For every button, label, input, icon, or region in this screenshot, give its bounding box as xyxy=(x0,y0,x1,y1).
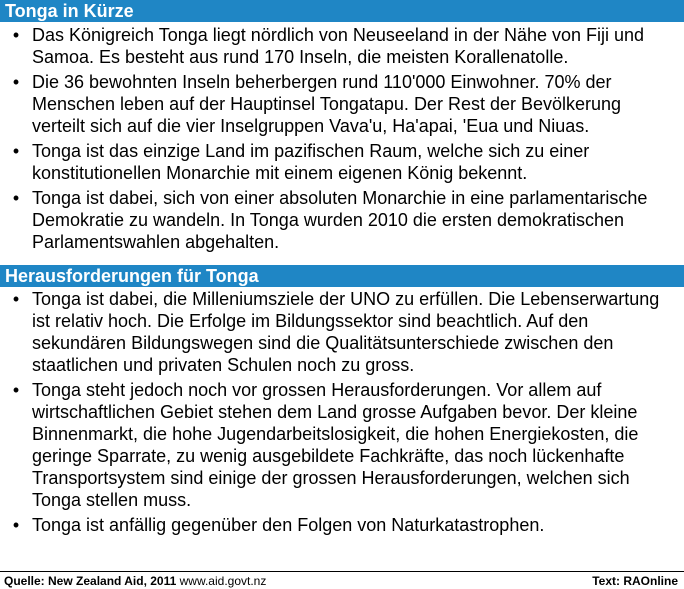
list-item-text: Tonga ist dabei, sich von einer absoluten Monarchie in eine parlamentarische Demokratie zu wandeln. In Tonga wurden 2010 die ersten demokratischen Parlamentswahlen abgehalten. xyxy=(32,188,648,252)
overview-list xyxy=(0,24,684,256)
list-item xyxy=(0,24,684,68)
list-item xyxy=(0,140,684,184)
bullet-icon: • xyxy=(12,515,20,535)
bullet-icon: • xyxy=(12,25,20,45)
challenges-list xyxy=(0,288,684,539)
bullet-icon: • xyxy=(12,141,20,161)
list-item-text: Tonga ist anfällig gegenüber den Folgen von Naturkatastrophen. xyxy=(32,515,545,535)
bullet-icon: • xyxy=(12,72,20,92)
text-credit-label: Text: RAOnline xyxy=(592,574,678,588)
bullet-icon: • xyxy=(12,188,20,208)
bullet-icon: • xyxy=(12,380,20,400)
list-item xyxy=(0,71,684,137)
list-item-text: Die 36 bewohnten Inseln beherbergen rund 110'000 Einwohner. 70% der Menschen leben auf der Hauptinsel Tongatapu. Der Rest der Bevölkerung verteilt sich auf die vier Inselgruppen Vava'u, Ha'apai, 'Eua und Niuas. xyxy=(32,72,622,136)
footer-source xyxy=(4,573,266,589)
footer xyxy=(0,573,684,589)
list-item-text: Tonga ist das einzige Land im pazifischen Raum, welche sich zu einer konstitutionellen Monarchie mit einem eigenen König bekennt. xyxy=(32,141,590,183)
section-title-tonga-overview: Tonga in Kürze xyxy=(0,0,684,22)
list-item xyxy=(0,514,684,536)
list-item xyxy=(0,288,684,376)
list-item-text: Tonga steht jedoch noch vor grossen Herausforderungen. Vor allem auf wirtschaftlichen Gebiet stehen dem Land grosse Aufgaben bevor. Der kleine Binnenmarkt, die hohe Jugendarbeitslosigkeit, die hohen Energiekosten, die geringe Sparrate, zu wenig ausgebildete Fachkräfte, das noch lückenhafte Transportsystem sind einige der grossen Herausforderungen, welchen sich Tonga stellen muss. xyxy=(32,380,639,510)
text-credit xyxy=(592,573,678,589)
list-item-text: Tonga ist dabei, die Milleniumsziele der UNO zu erfüllen. Die Lebenserwartung ist relativ hoch. Die Erfolge im Bildungssektor sind beachtlich. Auf den sekundären Bildungswegen sind die Qualitätsunterschiede zwischen den staatlichen und privaten Schulen noch zu gross. xyxy=(32,289,660,375)
list-item xyxy=(0,187,684,253)
list-item-text: Das Königreich Tonga liegt nördlich von Neuseeland in der Nähe von Fiji und Samoa. Es besteht aus rund 170 Inseln, die meisten Korallenatolle. xyxy=(32,25,645,67)
section-title-challenges: Herausforderungen für Tonga xyxy=(0,265,684,287)
bullet-icon: • xyxy=(12,289,20,309)
source-label: Quelle: New Zealand Aid, 2011 xyxy=(4,574,177,588)
list-item xyxy=(0,379,684,511)
source-url: www.aid.govt.nz xyxy=(179,574,267,588)
footer-divider xyxy=(0,571,684,572)
